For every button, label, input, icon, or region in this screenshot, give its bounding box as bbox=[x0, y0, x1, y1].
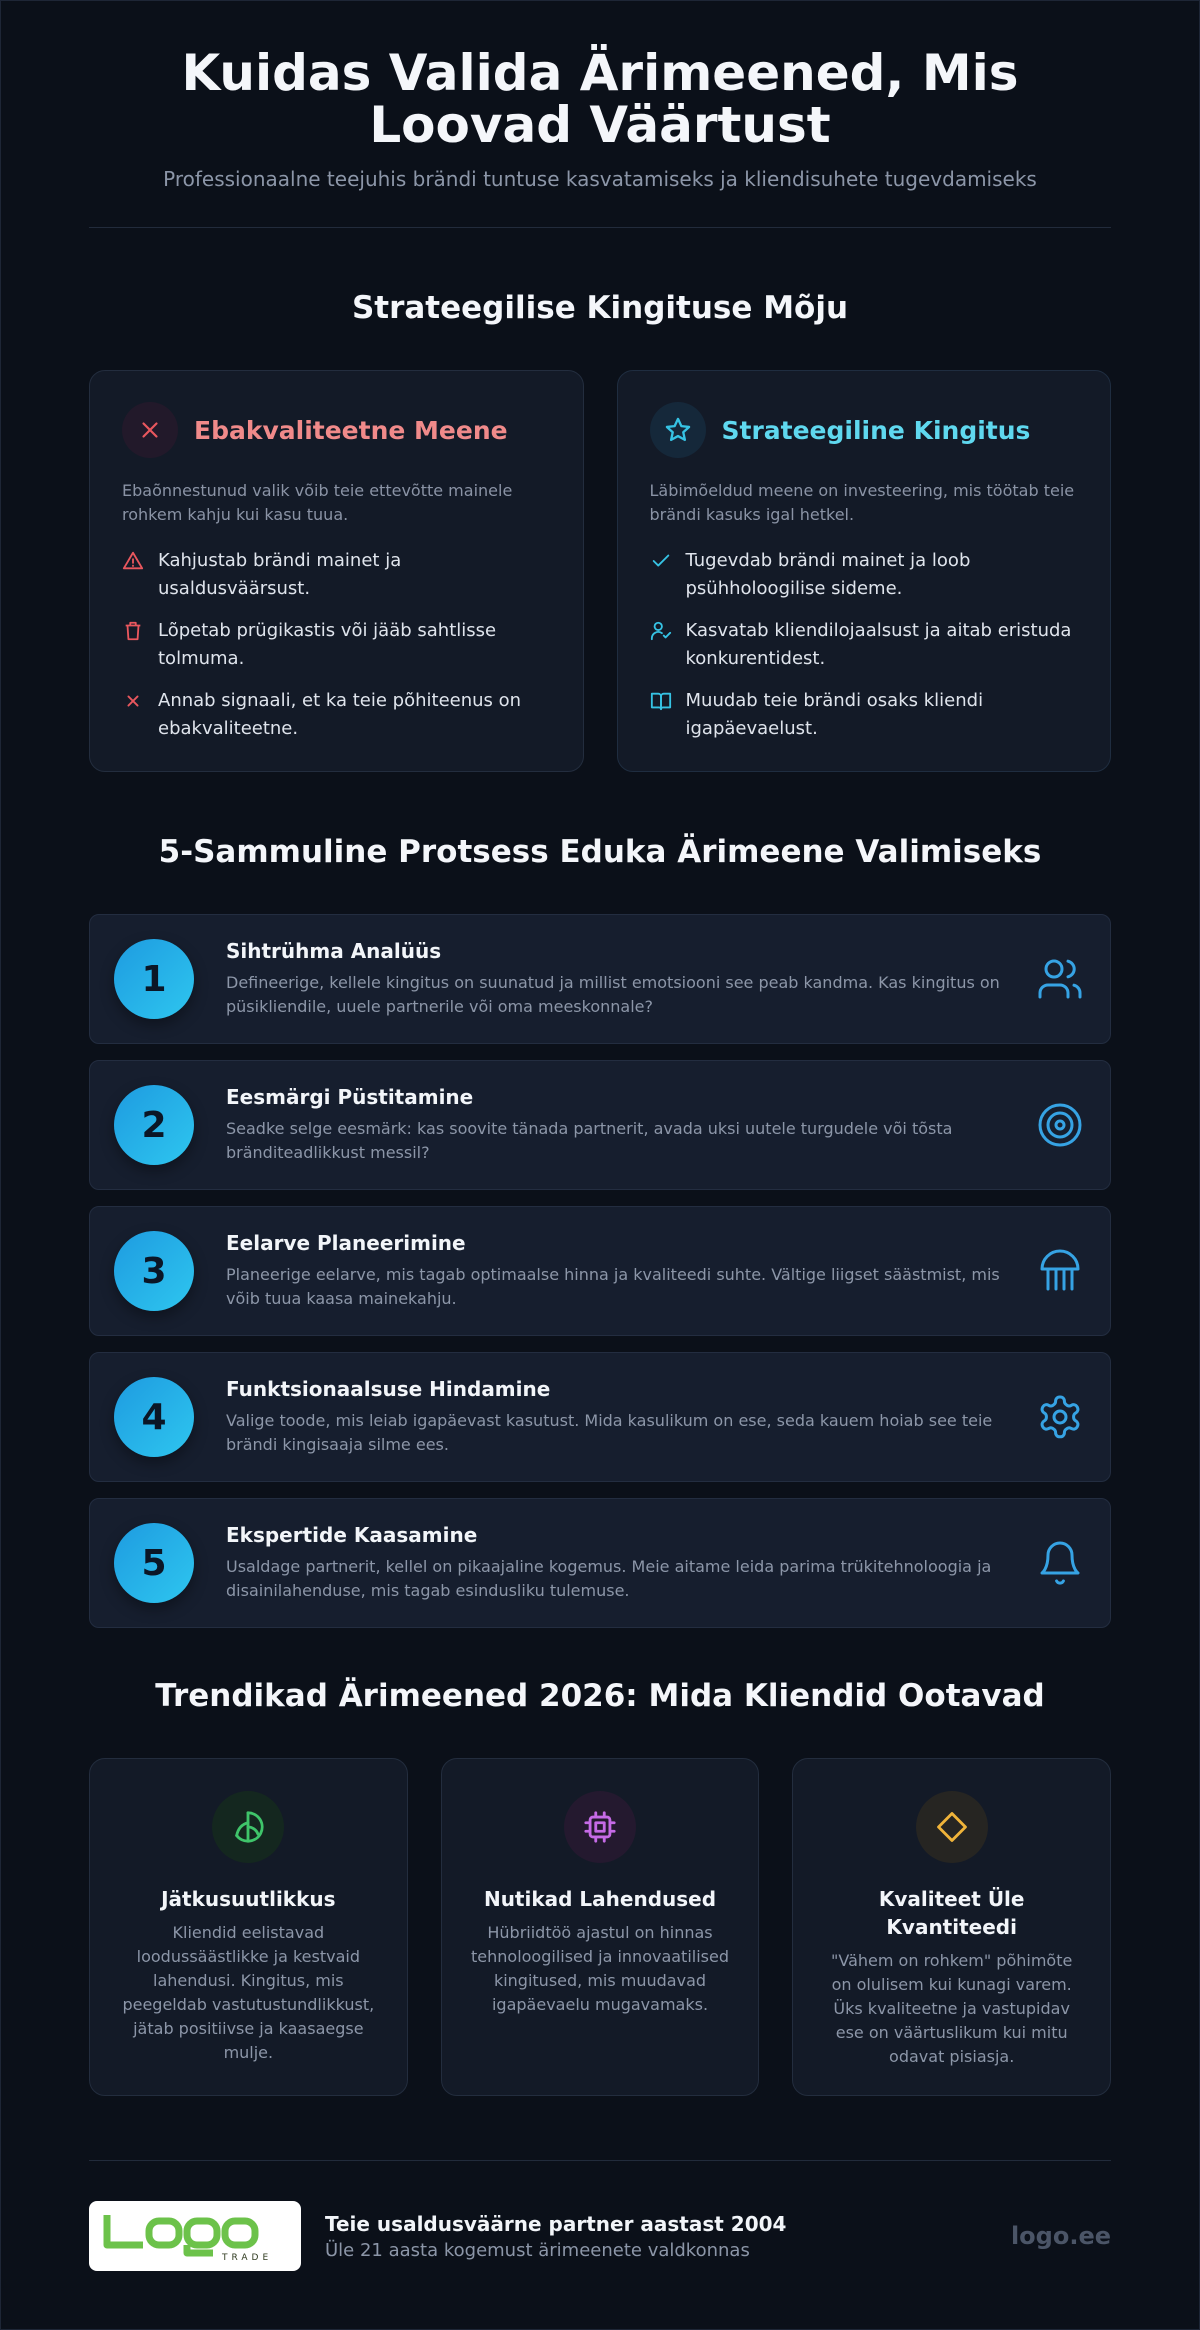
process-step bbox=[89, 1060, 1111, 1190]
step-title: Sihtrühma Analüüs bbox=[226, 939, 442, 963]
trend-card bbox=[441, 1758, 760, 2096]
list-item bbox=[122, 687, 551, 743]
check-icon bbox=[650, 547, 672, 603]
footer-subtitle: Üle 21 aasta kogemust ärimeenete valdkonnas bbox=[325, 2239, 750, 2261]
trend-description: Kliendid eelistavad loodussäästlikke ja kestvaid lahendusi. Kingitus, mis peegeldab vastutustundlikkust, jätab positiivse ja kaasaegse mulje. bbox=[122, 1923, 375, 2062]
step-description: Usaldage partnerit, kellel on pikaajaline kogemus. Meie aitame leida parima trükitehnoloogia ja disainilahenduse, mis tagab esindusliku tulemuse. bbox=[226, 1557, 992, 1600]
footer-title: Teie usaldusväärne partner aastast 2004 bbox=[325, 2211, 787, 2236]
bad-gift-description: Ebaõnnestunud valik võib teie ettevõtte mainele rohkem kahju kui kasu tuua. bbox=[122, 481, 513, 524]
step-description: Planeerige eelarve, mis tagab optimaalse hinna ja kvaliteedi suhte. Vältige liigset säästmist, mis võib tuua kaasa mainekahju. bbox=[226, 1265, 1000, 1308]
trend-card bbox=[89, 1758, 408, 2096]
list-item-text: Kasvatab kliendilojaalsust ja aitab eristuda konkurentidest. bbox=[685, 620, 1072, 669]
chip-icon bbox=[564, 1791, 636, 1863]
list-item bbox=[650, 547, 1079, 603]
bad-gift-card bbox=[89, 370, 584, 772]
trend-title: Jätkusuutlikkus bbox=[161, 1887, 336, 1911]
gear-icon bbox=[1034, 1393, 1086, 1441]
step-number: 4 bbox=[114, 1377, 194, 1457]
bad-gift-list bbox=[122, 547, 551, 743]
trend-card bbox=[792, 1758, 1111, 2096]
impact-section-title: Strateegilise Kingituse Mõju bbox=[351, 290, 849, 326]
trend-title: Nutikad Lahendused bbox=[483, 1887, 717, 1911]
x-icon bbox=[122, 687, 144, 743]
trend-description: Hübriidtöö ajastul on hinnas tehnoloogilised ja innovaatilised kingitused, mis muudavad igapäevaelu mugavamaks. bbox=[471, 1923, 729, 2014]
book-open-icon bbox=[650, 687, 672, 743]
comparison-cards bbox=[89, 370, 1111, 772]
page-subtitle: Professionaalne teejuhis brändi tuntuse kasvatamiseks ja kliendisuhete tugevdamiseks bbox=[163, 167, 1037, 191]
user-check-icon bbox=[650, 617, 672, 673]
step-number: 2 bbox=[114, 1085, 194, 1165]
list-item-text: Muudab teie brändi osaks kliendi igapäevaelust. bbox=[685, 690, 984, 739]
users-icon bbox=[1034, 955, 1086, 1003]
leaf-icon bbox=[212, 1791, 284, 1863]
footer bbox=[89, 2201, 1111, 2271]
page-title: Kuidas Valida Ärimeened, Mis Loovad Väärtust bbox=[181, 44, 1019, 154]
list-item bbox=[122, 547, 551, 603]
process-section-title: 5-Sammuline Protsess Eduka Ärimeene Valimiseks bbox=[158, 834, 1042, 870]
step-number: 5 bbox=[114, 1523, 194, 1603]
process-step bbox=[89, 1206, 1111, 1336]
step-title: Eesmärgi Püstitamine bbox=[226, 1085, 474, 1109]
good-gift-card bbox=[617, 370, 1112, 772]
list-item-text: Tugevdab brändi mainet ja loob psühholoogilise sideme. bbox=[685, 550, 971, 599]
hero bbox=[89, 1, 1111, 191]
header-divider bbox=[89, 227, 1111, 228]
trash-icon bbox=[122, 617, 144, 673]
footer-divider bbox=[89, 2160, 1111, 2161]
step-title: Ekspertide Kaasamine bbox=[226, 1523, 478, 1547]
list-item-text: Lõpetab prügikastis või jääb sahtlisse tolmuma. bbox=[158, 620, 497, 669]
bad-gift-title: Ebakvaliteetne Meene bbox=[194, 415, 508, 445]
step-description: Defineerige, kellele kingitus on suunatud ja millist emotsiooni see peab kandma. Kas kingitus on püsikliendile, uuele partnerile või oma meeskonnale? bbox=[226, 973, 1000, 1016]
step-number: 1 bbox=[114, 939, 194, 1019]
process-step bbox=[89, 1498, 1111, 1628]
list-item bbox=[650, 617, 1079, 673]
landmark-icon bbox=[1034, 1247, 1086, 1295]
step-description: Valige toode, mis leiab igapäevast kasutust. Mida kasulikum on ese, seda kauem hoiab see teie brändi kingisaaja silme ees. bbox=[226, 1411, 993, 1454]
diamond-icon bbox=[916, 1791, 988, 1863]
process-step bbox=[89, 1352, 1111, 1482]
list-item-text: Annab signaali, et ka teie põhiteenus on ebakvaliteetne. bbox=[158, 690, 522, 739]
trend-cards bbox=[89, 1758, 1111, 2096]
step-title: Eelarve Planeerimine bbox=[226, 1231, 466, 1255]
list-item-text: Kahjustab brändi mainet ja usaldusväärsust. bbox=[158, 550, 402, 599]
list-item bbox=[650, 687, 1079, 743]
process-step bbox=[89, 914, 1111, 1044]
good-gift-list bbox=[650, 547, 1079, 743]
step-title: Funktsionaalsuse Hindamine bbox=[226, 1377, 551, 1401]
x-icon bbox=[122, 402, 178, 458]
step-description: Seadke selge eesmärk: kas soovite tänada partnerit, avada uksi uutele turgudele või tõsta bränditeadlikkust messil? bbox=[226, 1119, 953, 1162]
good-gift-title: Strateegiline Kingitus bbox=[721, 415, 1031, 445]
trend-description: "Vähem on rohkem" põhimõte on olulisem kui kunagi varem. Üks kvaliteetne ja vastupidav ese on väärtuslikum kui mitu odavat pisiasja. bbox=[831, 1951, 1073, 2066]
process-steps bbox=[89, 914, 1111, 1628]
star-icon bbox=[650, 402, 706, 458]
list-item bbox=[122, 617, 551, 673]
step-number: 3 bbox=[114, 1231, 194, 1311]
logo-subtext: TRADE bbox=[222, 2253, 273, 2263]
target-icon bbox=[1034, 1101, 1086, 1149]
footer-domain-link[interactable]: logo.ee bbox=[1010, 2222, 1111, 2250]
logo[interactable] bbox=[89, 2201, 301, 2271]
trend-title: Kvaliteet Üle Kvantiteedi bbox=[878, 1887, 1025, 1939]
bell-icon bbox=[1034, 1539, 1086, 1587]
warning-icon bbox=[122, 547, 144, 603]
good-gift-description: Läbimõeldud meene on investeering, mis töötab teie brändi kasuks igal hetkel. bbox=[649, 481, 1075, 524]
trends-section-title: Trendikad Ärimeened 2026: Mida Kliendid Ootavad bbox=[155, 1678, 1045, 1714]
